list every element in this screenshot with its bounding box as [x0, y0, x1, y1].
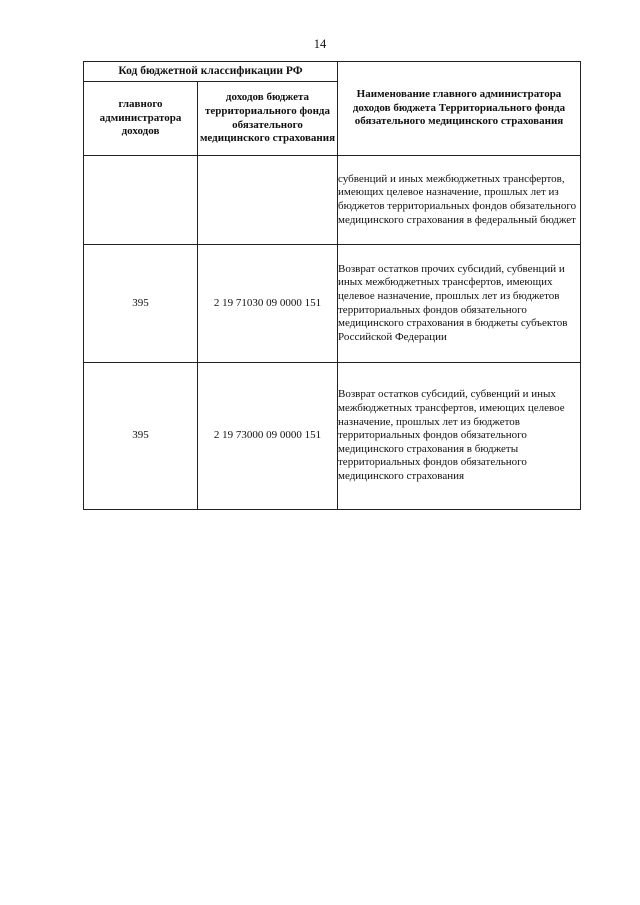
cell-description: Возврат остатков прочих субсидий, субвенций и иных межбюджетных трансфертов, имеющих целевое назначение, прошлых лет из бюджетов территориальных фондов обязательного медицинского страхования в бюджеты субъектов Российской Федерации [338, 245, 581, 363]
table-row [84, 363, 581, 510]
table-row [84, 156, 581, 245]
table-row [84, 245, 581, 363]
cell-description: Возврат остатков субсидий, субвенций и иных межбюджетных трансфертов, имеющих целевое назначение, прошлых лет из бюджетов территориальных фондов обязательного медицинского страхования в бюджеты территориальных фондов обязательного медицинского страхования [338, 363, 581, 510]
cell-admin-code: 395 [84, 363, 198, 510]
cell-income-code [198, 156, 338, 245]
cell-admin-code: 395 [84, 245, 198, 363]
header-budget-classification-code: Код бюджетной классификации РФ [84, 62, 338, 82]
header-administrator-name: Наименование главного администратора доходов бюджета Территориального фонда обязательного медицинского страхования [338, 62, 581, 156]
cell-description: субвенций и иных межбюджетных трансфертов, имеющих целевое назначение, прошлых лет из бюджетов территориальных фондов обязательного медицинского страхования в федеральный бюджет [338, 156, 581, 245]
cell-admin-code [84, 156, 198, 245]
cell-income-code: 2 19 71030 09 0000 151 [198, 245, 338, 363]
budget-classification-table [83, 61, 581, 510]
cell-income-code: 2 19 73000 09 0000 151 [198, 363, 338, 510]
header-chief-administrator: главного администратора доходов [84, 82, 198, 156]
page-number: 14 [313, 37, 327, 51]
header-income-code: доходов бюджета территориального фонда обязательного медицинского страхования [198, 82, 338, 156]
